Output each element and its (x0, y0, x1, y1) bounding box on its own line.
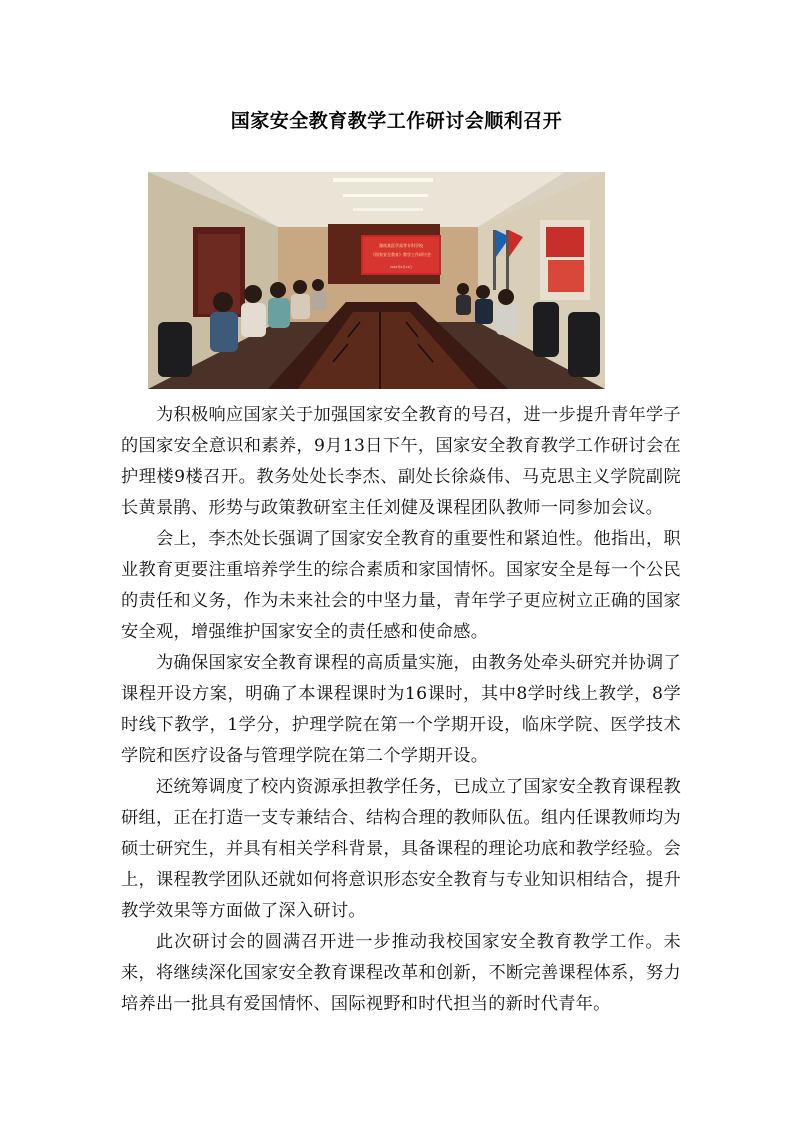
paragraph-5: 此次研讨会的圆满召开进一步推动我校国家安全教育教学工作。未来，将继续深化国家安全教育课程改革和创新，不断完善课程体系，努力培养出一批具有爱国情怀、国际视野和时代担当的新时代青年。 (121, 932, 681, 1014)
meeting-photo-illustration (148, 172, 605, 389)
meeting-photo (148, 172, 605, 389)
screen-line-1: 湖南某医学高等专科学校 (379, 243, 423, 248)
paragraph-1: 为积极响应国家关于加强国家安全教育的号召，进一步提升青年学子的国家安全意识和素养，9月13日下午，国家安全教育教学工作研讨会在护理楼9楼召开。教务处处长李杰、副处长徐焱伟、马克思主义学院副院长黄景鹃、形势与政策教研室主任刘健及课程团队教师一同参加会议。 (121, 405, 681, 518)
article-title: 国家安全教育教学工作研讨会顺利召开 (230, 110, 563, 132)
screen-line-2: 《国家安全教育》教学工作研讨会 (371, 252, 431, 257)
screen-line-3: 2024年9月13日 (389, 265, 413, 269)
paragraph-4: 还统筹调度了校内资源承担教学任务，已成立了国家安全教育课程教研组，正在打造一支专兼结合、结构合理的教师队伍。组内任课教师均为硕士研究生，并具有相关学科背景，具备课程的理论功底和教学经验。会上，课程教学团队还就如何将意识形态安全教育与专业知识相结合，提升教学效果等方面做了深入研讨。 (121, 777, 681, 921)
article-body (121, 400, 681, 1020)
paragraph-3: 为确保国家安全教育课程的高质量实施，由教务处牵头研究并协调了课程开设方案，明确了本课程课时为16课时，其中8学时线上教学，8学时线下教学，1学分，护理学院在第一个学期开设，临床学院、医学技术学院和医疗设备与管理学院在第二个学期开设。 (121, 653, 681, 766)
paragraph-2: 会上，李杰处长强调了国家安全教育的重要性和紧迫性。他指出，职业教育更要注重培养学生的综合素质和家国情怀。国家安全是每一个公民的责任和义务，作为未来社会的中坚力量，青年学子更应树立正确的国家安全观，增强维护国家安全的责任感和使命感。 (121, 529, 681, 642)
